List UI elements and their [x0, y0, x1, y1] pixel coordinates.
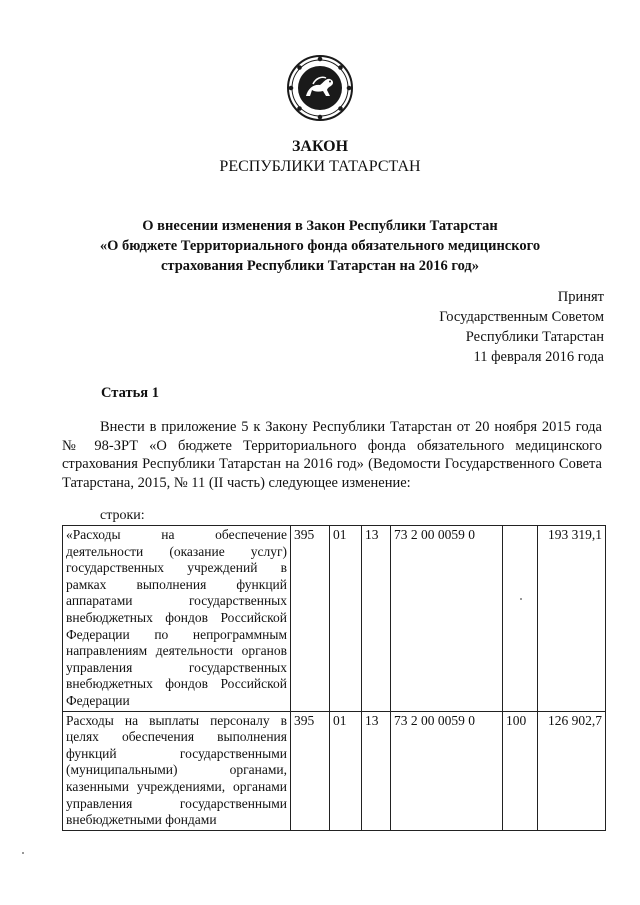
target-code: 73 2 00 0059 0	[391, 526, 503, 712]
table-row	[63, 526, 606, 712]
row-description: Расходы на выплаты персоналу в целях обеспечения выполнения функций государственными (муниципальными) органами, казенными учреждениями, органами управления государственными внебюджетными фондами	[63, 711, 291, 830]
subject-line: «О бюджете Территориального фонда обязательного медицинского	[99, 238, 541, 254]
lines-label: строки:	[100, 508, 145, 523]
expense-type-code	[503, 526, 538, 712]
amount: 193 319,1	[538, 526, 606, 712]
subject-line: О внесении изменения в Закон Республики Татарстан	[142, 218, 498, 234]
coat-of-arms-icon	[286, 54, 354, 122]
table-row	[63, 711, 606, 830]
subsection-code: 13	[362, 711, 391, 830]
expense-type-code: 100	[503, 711, 538, 830]
subsection-code: 13	[362, 526, 391, 712]
amount: 126 902,7	[538, 711, 606, 830]
article-text: Внести в приложение 5 к Закону Республики Татарстан от 20 ноября 2015 года № 98-ЗРТ «О бюджете Территориального фонда обязательного медицинского страхования Республики Татарстан на 2016 год» (Ведомости Государственного Совета Татарстана, 2015, № 11 (II часть) следующее изменение:	[62, 419, 602, 491]
scan-speck	[22, 852, 24, 854]
subject-line: страхования Республики Татарстан на 2016 год»	[161, 258, 479, 274]
scan-speck	[520, 598, 522, 600]
article-heading: Статья 1	[101, 385, 159, 401]
law-subject	[80, 216, 560, 276]
amendment-table	[62, 525, 606, 831]
adoption-block	[439, 287, 604, 367]
adoption-date: 11 февраля 2016 года	[473, 349, 604, 365]
adoption-line: Республики Татарстан	[465, 329, 604, 345]
adoption-line: Принят	[557, 289, 604, 305]
adoption-line: Государственным Советом	[439, 309, 604, 325]
article-paragraph	[62, 418, 602, 492]
law-title: ЗАКОН	[291, 138, 349, 155]
republic-title: РЕСПУБЛИКИ ТАТАРСТАН	[219, 158, 421, 175]
section-code: 01	[330, 526, 362, 712]
target-code: 73 2 00 0059 0	[391, 711, 503, 830]
ministry-code: 395	[291, 526, 330, 712]
section-code: 01	[330, 711, 362, 830]
ministry-code: 395	[291, 711, 330, 830]
row-description: «Расходы на обеспечение деятельности (оказание услуг) государственных учреждений в рамках выполнения функций аппаратами государственных внебюджетных фондов Российской Федерации по непрограммным направлениям деятельности органов управления государственных внебюджетных фондов Российской Федерации	[63, 526, 291, 712]
